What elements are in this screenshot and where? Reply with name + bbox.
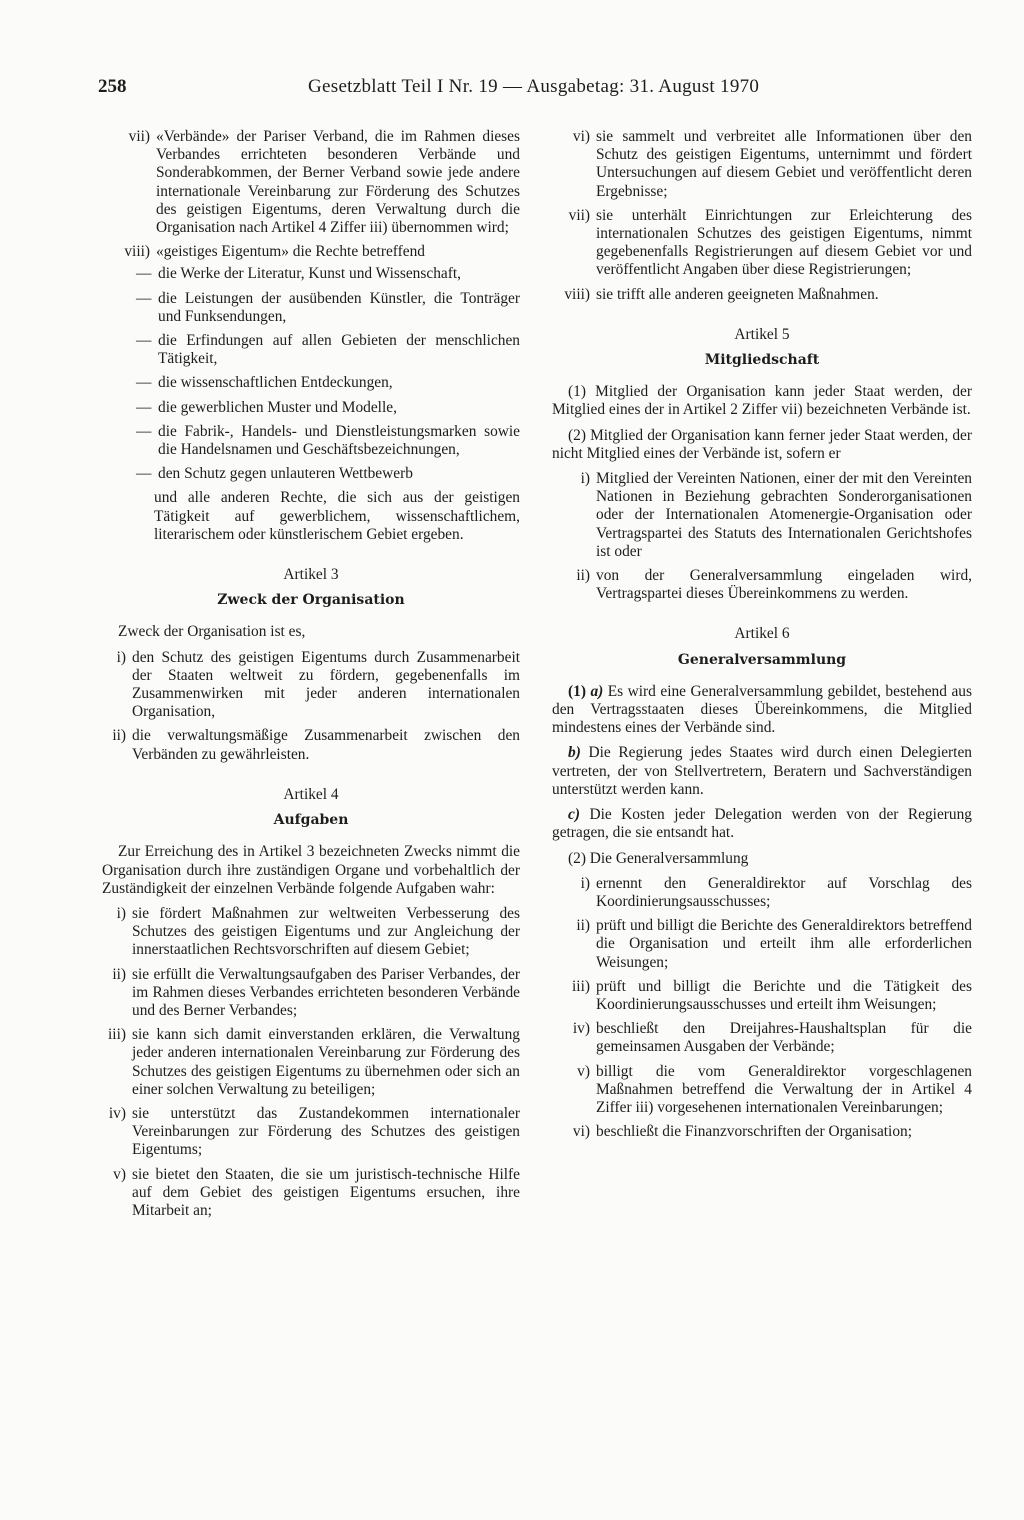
list-item: [552, 207, 972, 280]
list-item: [102, 1166, 520, 1221]
dash-text: die Werke der Literatur, Kunst und Wissenschaft,: [158, 265, 461, 283]
article-intro: Zweck der Organisation ist es,: [118, 623, 306, 641]
list-item: [552, 1063, 972, 1118]
item-label: v): [577, 1062, 590, 1080]
item-label: ii): [576, 567, 590, 585]
article-title: Generalversammlung: [677, 651, 847, 668]
item-label: vii): [128, 128, 150, 145]
item-label: viii): [564, 285, 590, 303]
paragraph-text: Es wird eine Generalversammlung gebildet, bestehend aus den Vertragsstaaten dieses Übereinkommens, die Mitglied mindestens eines der Verbände sind.: [552, 682, 972, 737]
paragraph: (2) Mitglied der Organisation kann ferner jeder Staat werden, der nicht Mitglied eines der Verbände ist, sofern er: [552, 426, 972, 462]
dash-list-item: [136, 399, 520, 417]
dash-text: die Erfindungen auf allen Gebieten der menschlichen Tätigkeit,: [158, 332, 520, 368]
item-label: vii): [568, 206, 590, 224]
item-text: sie unterhält Einrichtungen zur Erleichterung des internationalen Schutzes des geistigen Eigentums, nimmt gegebenenfalls Registrierungen auf diesem Gebiet vor und veröffentlicht Angaben über diese Registrierungen;: [596, 206, 972, 279]
item-label: vi): [572, 1123, 590, 1141]
item-text: sie bietet den Staaten, die sie um juristisch-technische Hilfe auf dem Gebiet des geistigen Eigentums ersuchen, ihre Mitarbeit an;: [132, 1165, 520, 1219]
item-label: iii): [572, 977, 590, 995]
paragraph-letter: b): [568, 744, 581, 762]
list-item: [552, 1020, 972, 1056]
article-heading: Artikel 6: [734, 625, 790, 643]
item-text: «geistiges Eigentum» die Rechte betreffend: [156, 243, 425, 261]
item-text: sie unterstützt das Zustandekommen internationaler Vereinbarungen zur Förderung des Schutzes des geistigen Eigentums;: [132, 1104, 520, 1159]
article-title: Zweck der Organisation: [217, 592, 405, 609]
dash-list-item: [136, 290, 520, 326]
article-title: Aufgaben: [273, 812, 349, 829]
paragraph: [552, 744, 972, 799]
list-item: [102, 1105, 520, 1160]
paragraph: [552, 806, 972, 842]
list-item: [102, 905, 520, 960]
item-label: ii): [576, 917, 590, 935]
list-item: [552, 875, 972, 911]
article-title: Mitgliedschaft: [704, 352, 820, 369]
list-item: [102, 1026, 520, 1099]
item-label: ii): [112, 727, 126, 745]
item-label: i): [116, 904, 126, 922]
dash-mark: —: [136, 398, 152, 416]
item-text: sie sammelt und verbreitet alle Informationen über den Schutz des geistigen Eigentums, unternimmt und fördert Untersuchungen auf diesem Gebiet und veröffentlicht deren Ergebnisse;: [596, 128, 972, 200]
item-text: sie erfüllt die Verwaltungsaufgaben des Pariser Verbandes, der im Rahmen dieses Verbandes errichteten besonderen Verbände und des Berner Verbandes;: [132, 965, 520, 1019]
definition-continuation: und alle anderen Rechte, die sich aus der geistigen Tätigkeit auf gewerblichem, wissenschaftlichem, literarischem oder künstlerischem Gebiet ergeben.: [154, 489, 520, 543]
dash-text: die Fabrik-, Handels- und Dienstleistungsmarken sowie die Handelsnamen und Geschäftsbezeichnungen,: [158, 422, 520, 459]
definition-item: [102, 128, 520, 237]
item-text: sie trifft alle anderen geeigneten Maßnahmen.: [596, 285, 879, 303]
dash-text: die Leistungen der ausübenden Künstler, die Tonträger und Funksendungen,: [158, 289, 520, 325]
dash-list-item: [136, 465, 520, 483]
item-label: i): [580, 874, 590, 892]
page-header: [98, 76, 928, 106]
item-label: i): [580, 470, 590, 488]
dash-mark: —: [136, 332, 152, 350]
dash-mark: —: [136, 289, 152, 307]
list-item: [102, 649, 520, 722]
item-label: iii): [108, 1026, 126, 1044]
item-label: vi): [572, 128, 590, 145]
item-text: ernennt den Generaldirektor auf Vorschlag des Koordinierungsausschusses;: [596, 874, 972, 910]
item-text: sie fördert Maßnahmen zur weltweiten Verbesserung des Schutzes des geistigen Eigentums und zur Angleichung der innerstaatlichen Rechtsvorschriften auf diesem Gebiet;: [132, 904, 520, 959]
item-label: viii): [124, 243, 150, 261]
list-item: [552, 567, 972, 603]
item-text: den Schutz des geistigen Eigentums durch Zusammenarbeit der Staaten weltweit zu fördern, gegebenenfalls im Zusammenwirken mit jeder anderen internationalen Organisation,: [132, 648, 520, 721]
item-label: v): [113, 1165, 126, 1183]
running-title: Gesetzblatt Teil I Nr. 19 — Ausgabetag: 31. August 1970: [308, 76, 760, 97]
dash-text: den Schutz gegen unlauteren Wettbewerb: [158, 465, 413, 483]
left-column: [102, 128, 520, 1226]
article-intro: Zur Erreichung des in Artikel 3 bezeichneten Zwecks nimmt die Organisation durch ihre zuständigen Organe und vorbehaltlich der Zuständigkeit der einzelnen Verbände folgende Aufgaben wahr:: [102, 843, 520, 897]
paragraph: (2) Die Generalversammlung: [568, 849, 749, 867]
paragraph: (1) Mitglied der Organisation kann jeder Staat werden, der Mitglied eines der in Artikel 2 Ziffer vii) bezeichneten Verbände ist.: [552, 383, 972, 419]
list-item: [552, 128, 972, 201]
item-text: billigt die vom Generaldirektor vorgeschlagenen Maßnahmen betreffend die Verwaltung der in Artikel 4 Ziffer iii) vorgesehenen internationalen Vereinbarungen;: [596, 1062, 972, 1116]
right-column: [552, 128, 972, 1147]
article-heading: Artikel 5: [734, 325, 790, 343]
item-text: die verwaltungsmäßige Zusammenarbeit zwischen den Verbänden zu gewährleisten.: [132, 727, 520, 763]
dash-mark: —: [136, 465, 152, 483]
item-text: beschließt die Finanzvorschriften der Organisation;: [596, 1123, 912, 1141]
article-heading: Artikel 3: [283, 566, 339, 584]
dash-list-item: [136, 332, 520, 368]
definition-item: [102, 243, 520, 261]
item-text: Mitglied der Vereinten Nationen, einer der mit den Vereinten Nationen in Beziehung gebrachten Sonderorganisationen oder der Internationalen Atomenergie-Organisation oder Vertragspartei des Statuts des Internationalen Gerichtshofes ist oder: [596, 470, 972, 560]
item-text: beschließt den Dreijahres-Haushaltsplan für die gemeinsamen Ausgaben der Verbände;: [596, 1020, 972, 1056]
item-label: ii): [112, 965, 126, 983]
paragraph: [552, 683, 972, 738]
item-text: sie kann sich damit einverstanden erklären, die Verwaltung jeder anderen internationalen Vereinbarung zur Förderung des Schutzes des geistigen Eigentums zu übernehmen oder sich an einer solchen Verwaltung zu beteiligen;: [132, 1026, 520, 1098]
item-label: iv): [572, 1020, 590, 1038]
list-item: [552, 286, 972, 304]
dash-list-item: [136, 374, 520, 392]
item-text: «Verbände» der Pariser Verband, die im Rahmen dieses Verbandes errichteten besonderen Verbände und Sonderabkommen, der Berner Verband sowie jede andere internationale Vereinbarung zur Förderung des Schutzes des geistigen Eigentums, deren Verwaltung durch die Organisation nach Artikel 4 Ziffer iii) übernommen wird;: [156, 128, 520, 237]
list-item: [552, 978, 972, 1014]
dash-mark: —: [136, 374, 152, 392]
dash-text: die gewerblichen Muster und Modelle,: [158, 398, 397, 416]
dash-mark: —: [136, 422, 152, 440]
page-number: 258: [98, 76, 127, 97]
paragraph-text: Die Regierung jedes Staates wird durch einen Delegierten vertreten, der von Stellvertretern, Beratern und Sachverständigen unterstützt werden kann.: [552, 744, 972, 798]
item-label: iv): [108, 1104, 126, 1122]
list-item: [102, 966, 520, 1021]
dash-mark: —: [136, 265, 152, 283]
dash-list-item: [136, 265, 520, 283]
list-item: [552, 1123, 972, 1141]
item-text: von der Generalversammlung eingeladen wird, Vertragspartei dieses Übereinkommens zu werden.: [596, 567, 972, 603]
article-heading: Artikel 4: [283, 785, 339, 803]
list-item: [102, 727, 520, 763]
paragraph-text: Die Kosten jeder Delegation werden von der Regierung getragen, die sie entsandt hat.: [552, 806, 972, 842]
paragraph-number: (1): [568, 682, 586, 700]
item-text: prüft und billigt die Berichte des Generaldirektors betreffend die Organisation und erteilt ihm alle erforderlichen Weisungen;: [596, 917, 972, 971]
paragraph-letter: a): [590, 682, 604, 700]
item-label: i): [116, 648, 126, 666]
item-text: prüft und billigt die Berichte und die Tätigkeit des Koordinierungsausschusses und erteilt ihm Weisungen;: [596, 977, 972, 1013]
dash-list-item: [136, 423, 520, 459]
list-item: [552, 917, 972, 972]
list-item: [552, 470, 972, 561]
paragraph-letter: c): [568, 806, 580, 824]
dash-text: die wissenschaftlichen Entdeckungen,: [158, 374, 393, 392]
